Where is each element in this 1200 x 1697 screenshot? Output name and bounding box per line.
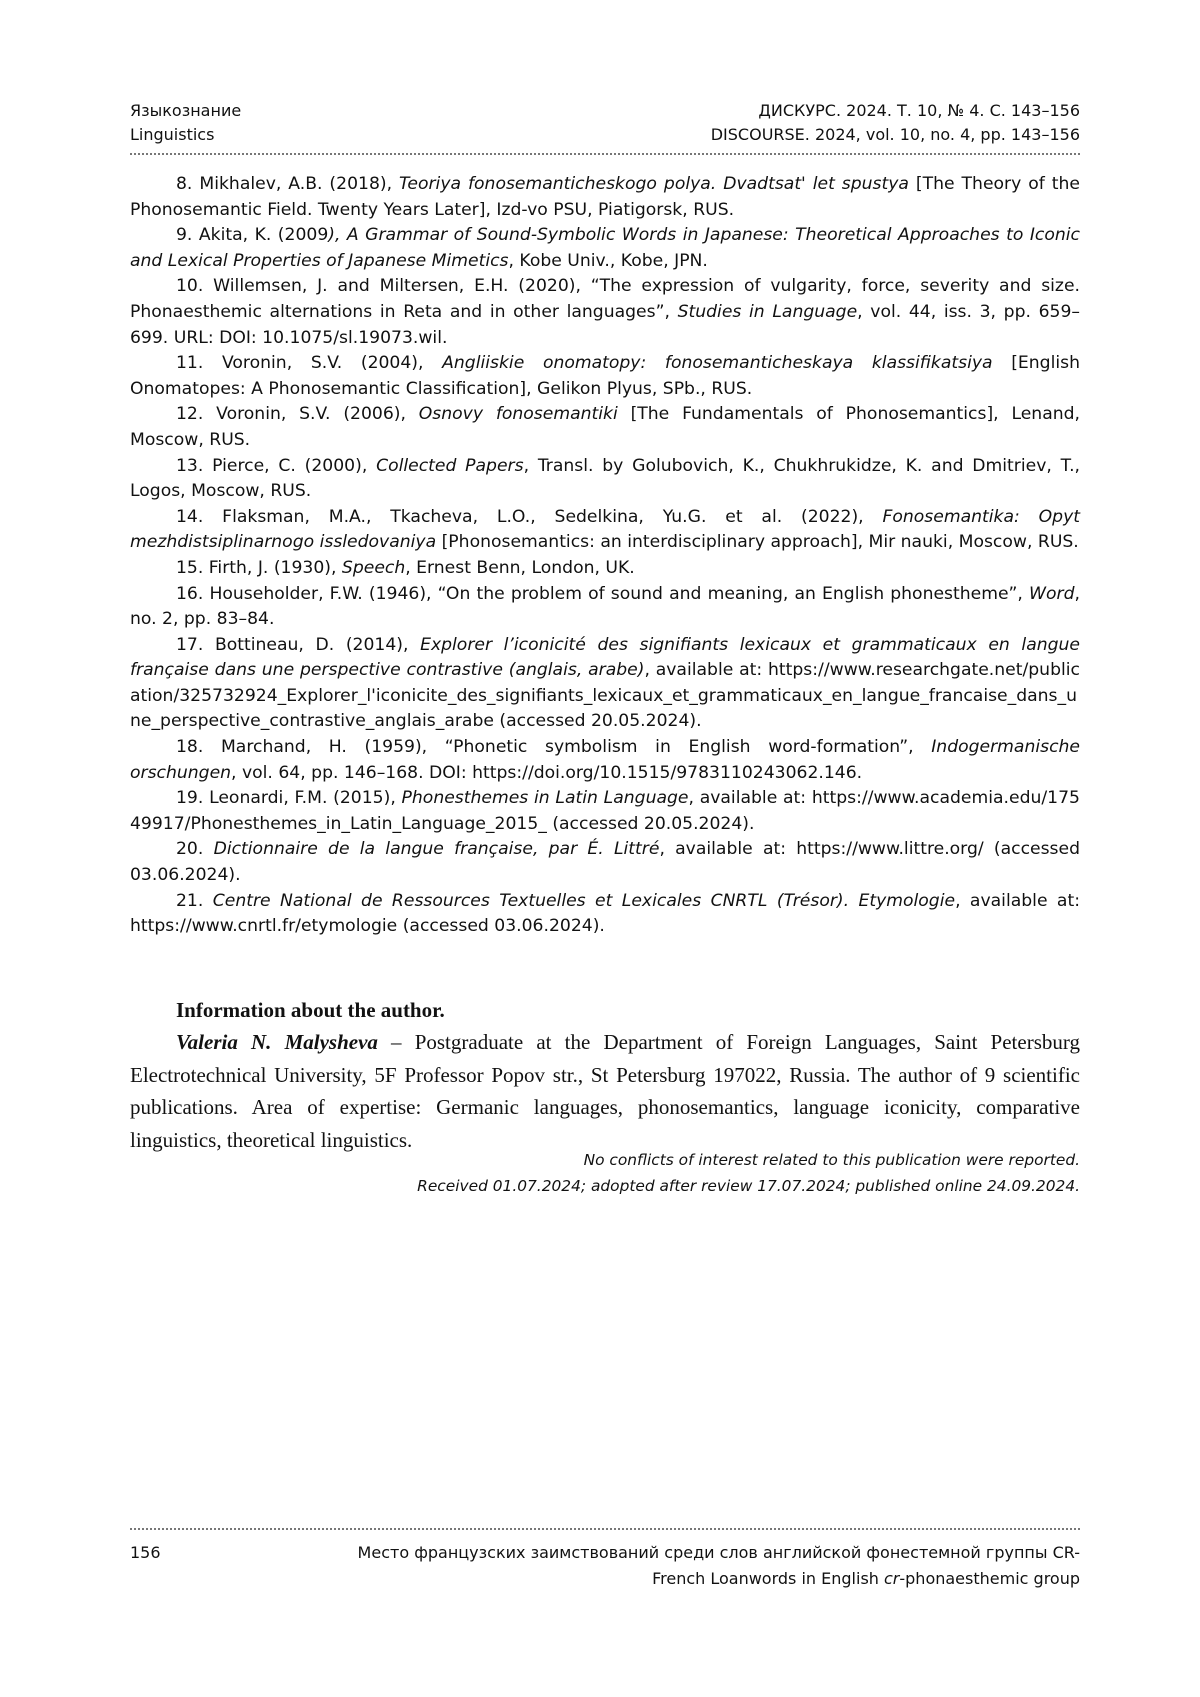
- author-bio-text: – Postgraduate at the Department of Foreign Languages, Saint Petersburg Electrotechnical University, 5F Professor Popov str., St Petersburg 197022, Russia. The author of 9 scientific publications. Area of expertise: Germanic languages, phonosemantics, language iconicity, comparative linguistics, theoretical linguistics.: [130, 1030, 1080, 1152]
- reference-list: [130, 172, 1080, 940]
- reference-item: 10. Willemsen, J. and Miltersen, E.H. (2020), “The expression of vulgarity, force, severity and size. Phonaesthemic alternations in Reta and in other languages”, Studies in Language, vol. 44, iss. 3, pp. 659–699. URL: DOI: 10.1075/sl.19073.wil.: [130, 276, 1080, 348]
- publication-notes: [130, 1148, 1080, 1199]
- running-footer: [130, 1528, 1080, 1592]
- conflict-statement: No conflicts of interest related to this publication were reported.: [583, 1151, 1080, 1169]
- reference-item: 16. Householder, F.W. (1946), “On the problem of sound and meaning, an English phonestheme”, Word, no. 2, pp. 83–84.: [130, 583, 1080, 630]
- journal-citation-ru: ДИСКУРС. 2024. Т. 10, № 4. С. 143–156: [758, 101, 1080, 120]
- journal-page: [130, 0, 1080, 1697]
- footer-divider: [130, 1528, 1080, 1530]
- author-info: [130, 994, 1080, 1156]
- reference-item: 14. Flaksman, M.A., Tkacheva, L.O., Sedelkina, Yu.G. et al. (2022), Fonosemantika: Opyt mezhdistsiplinarnogo issledovaniya [Phonosemantics: an interdisciplinary approach], Mir nauki, Moscow, RUS.: [130, 506, 1080, 553]
- page-number: 156: [130, 1543, 161, 1562]
- reference-item: 17. Bottineau, D. (2014), Explorer l’iconicité des signifiants lexicaux et grammaticaux en langue française dans une perspective contrastive (anglais, arabe), available at: https://www.researchgate.net/publication/325732924_Explorer_l'iconicite_des_signifiants_lexicaux_et_grammaticaux_en_langue_francaise_dans_une_perspective_contrastive_anglais_arabe (accessed 20.05.2024).: [130, 634, 1081, 732]
- reference-item: 13. Pierce, C. (2000), Collected Papers, Transl. by Golubovich, K., Chukhrukidze, K. and Dmitriev, T., Logos, Moscow, RUS.: [130, 455, 1081, 502]
- article-title-en: French Loanwords in English cr-phonaesthemic group: [652, 1569, 1080, 1588]
- reference-item: 18. Marchand, H. (1959), “Phonetic symbolism in English word-formation”, Indogermanische orschungen, vol. 64, pp. 146–168. DOI: https://doi.org/10.1515/9783110243062.146.: [130, 737, 1080, 783]
- reference-item: 11. Voronin, S.V. (2004), Angliiskie onomatopy: fonosemanticheskaya klassifikatsiya [English Onomatopes: A Phonosemantic Classification], Gelikon Plyus, SPb., RUS.: [130, 353, 1080, 399]
- section-name-ru: Языкознание: [130, 101, 242, 120]
- author-bio: [130, 1026, 1080, 1156]
- publication-dates: Received 01.07.2024; adopted after review 17.07.2024; published online 24.09.2024.: [417, 1176, 1080, 1195]
- article-title-ru: Место французских заимствований среди слов английской фонестемной группы CR-: [357, 1543, 1080, 1562]
- reference-item: 8. Mikhalev, A.B. (2018), Teoriya fonosemanticheskogo polya. Dvadtsat' let spustya [The Theory of the Phonosemantic Field. Twenty Years Later], Izd-vo PSU, Piatigorsk, RUS.: [130, 174, 1080, 220]
- reference-item: 20. Dictionnaire de la langue française, par É. Littré, available at: https://www.littre.org/ (accessed 03.06.2024).: [130, 839, 1080, 886]
- reference-item: 19. Leonardi, F.M. (2015), Phonesthemes in Latin Language, available at: https://www.academia.edu/17549917/Phonesthemes_in_Latin_Language_2015_ (accessed 20.05.2024).: [130, 788, 1080, 834]
- reference-item: 21. Centre National de Ressources Textuelles et Lexicales CNRTL (Trésor). Etymologie, available at: https://www.cnrtl.fr/etymologie (accessed 03.06.2024).: [130, 890, 1080, 937]
- reference-item: 15. Firth, J. (1930), Speech, Ernest Benn, London, UK.: [176, 557, 635, 578]
- reference-item: 12. Voronin, S.V. (2006), Osnovy fonosemantiki [The Fundamentals of Phonosemantics], Lenand, Moscow, RUS.: [130, 404, 1080, 450]
- header-divider: [130, 153, 1080, 155]
- author-name: Valeria N. Malysheva: [176, 1030, 378, 1055]
- reference-item: 9. Akita, K. (2009), A Grammar of Sound-Symbolic Words in Japanese: Theoretical Approaches to Iconic and Lexical Properties of Japanese Mimetics, Kobe Univ., Kobe, JPN.: [130, 225, 1080, 271]
- section-name-en: Linguistics: [130, 125, 215, 144]
- running-header: [130, 99, 1080, 155]
- author-info-heading: Information about the author.: [176, 998, 445, 1022]
- journal-citation-en: DISCOURSE. 2024, vol. 10, no. 4, pp. 143–156: [710, 125, 1080, 144]
